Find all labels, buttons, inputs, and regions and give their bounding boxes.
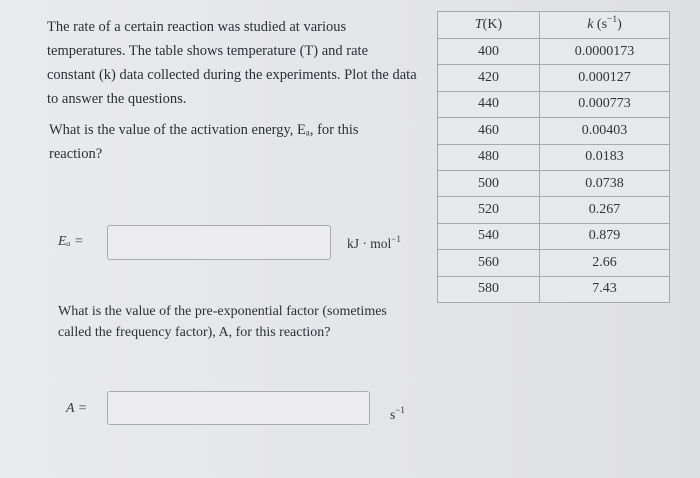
rate-data-table (437, 11, 670, 303)
temperature-cell: 400 (438, 39, 540, 65)
rate-constant-cell: 0.267 (540, 197, 670, 223)
rate-constant-cell: 0.879 (540, 223, 670, 249)
table-body (438, 39, 670, 303)
temperature-cell: 520 (438, 197, 540, 223)
activation-energy-input[interactable] (107, 225, 331, 260)
rate-constant-unit-open: (s (596, 17, 608, 32)
rate-constant-cell: 0.0183 (540, 144, 670, 170)
pre-exponential-factor-unit (390, 407, 405, 423)
activation-energy-question: What is the value of the activation energy, Eₐ, for this reaction? (49, 122, 359, 162)
pre-exponential-factor-question: What is the value of the pre-exponential factor (sometimes called the frequency factor), A, for this reaction? (58, 304, 387, 340)
pre-exponential-factor-unit-exponent: −1 (395, 405, 405, 415)
activation-energy-unit-base: kJ · mol (347, 236, 392, 251)
rate-constant-cell: 7.43 (540, 276, 670, 302)
rate-constant-cell: 0.0000173 (540, 39, 670, 65)
temperature-column-header (438, 12, 540, 39)
activation-energy-unit-exponent: −1 (391, 234, 401, 244)
rate-constant-cell: 0.000127 (540, 65, 670, 91)
table-header-row (438, 12, 670, 39)
pre-exponential-factor-label: A = (66, 401, 88, 416)
table-row (438, 118, 670, 144)
temperature-cell: 420 (438, 65, 540, 91)
temperature-unit: (K) (482, 17, 503, 32)
table-row (438, 91, 670, 117)
question-intro: The rate of a certain reaction was studied at various temperatures. The table shows temperature (T) and rate constant (k) data collected during the experiments. Plot the data to answer the questions. (47, 19, 417, 107)
rate-constant-unit-exponent: −1 (607, 15, 618, 25)
temperature-cell: 440 (438, 91, 540, 117)
table-row (438, 250, 670, 276)
rate-constant-unit-close: ) (617, 17, 622, 32)
temperature-symbol: T (474, 17, 483, 32)
temperature-cell: 500 (438, 170, 540, 196)
activation-energy-label: Eₐ = (58, 234, 84, 249)
pre-exponential-factor-unit-base: s (390, 407, 396, 422)
temperature-cell: 460 (438, 118, 540, 144)
table-row (438, 223, 670, 249)
table-row (438, 144, 670, 170)
temperature-cell: 560 (438, 250, 540, 276)
temperature-cell: 540 (438, 223, 540, 249)
rate-constant-cell: 0.0738 (540, 170, 670, 196)
activation-energy-unit (347, 236, 401, 252)
temperature-cell: 580 (438, 276, 540, 302)
rate-constant-cell: 0.00403 (540, 118, 670, 144)
table-row (438, 170, 670, 196)
rate-constant-cell: 0.000773 (540, 91, 670, 117)
pre-exponential-factor-input[interactable] (107, 391, 370, 425)
table-row (438, 39, 670, 65)
table-row (438, 65, 670, 91)
table-row (438, 197, 670, 223)
rate-constant-cell: 2.66 (540, 250, 670, 276)
rate-constant-column-header (540, 12, 670, 39)
rate-constant-symbol: k (587, 17, 594, 32)
table-row (438, 276, 670, 302)
temperature-cell: 480 (438, 144, 540, 170)
